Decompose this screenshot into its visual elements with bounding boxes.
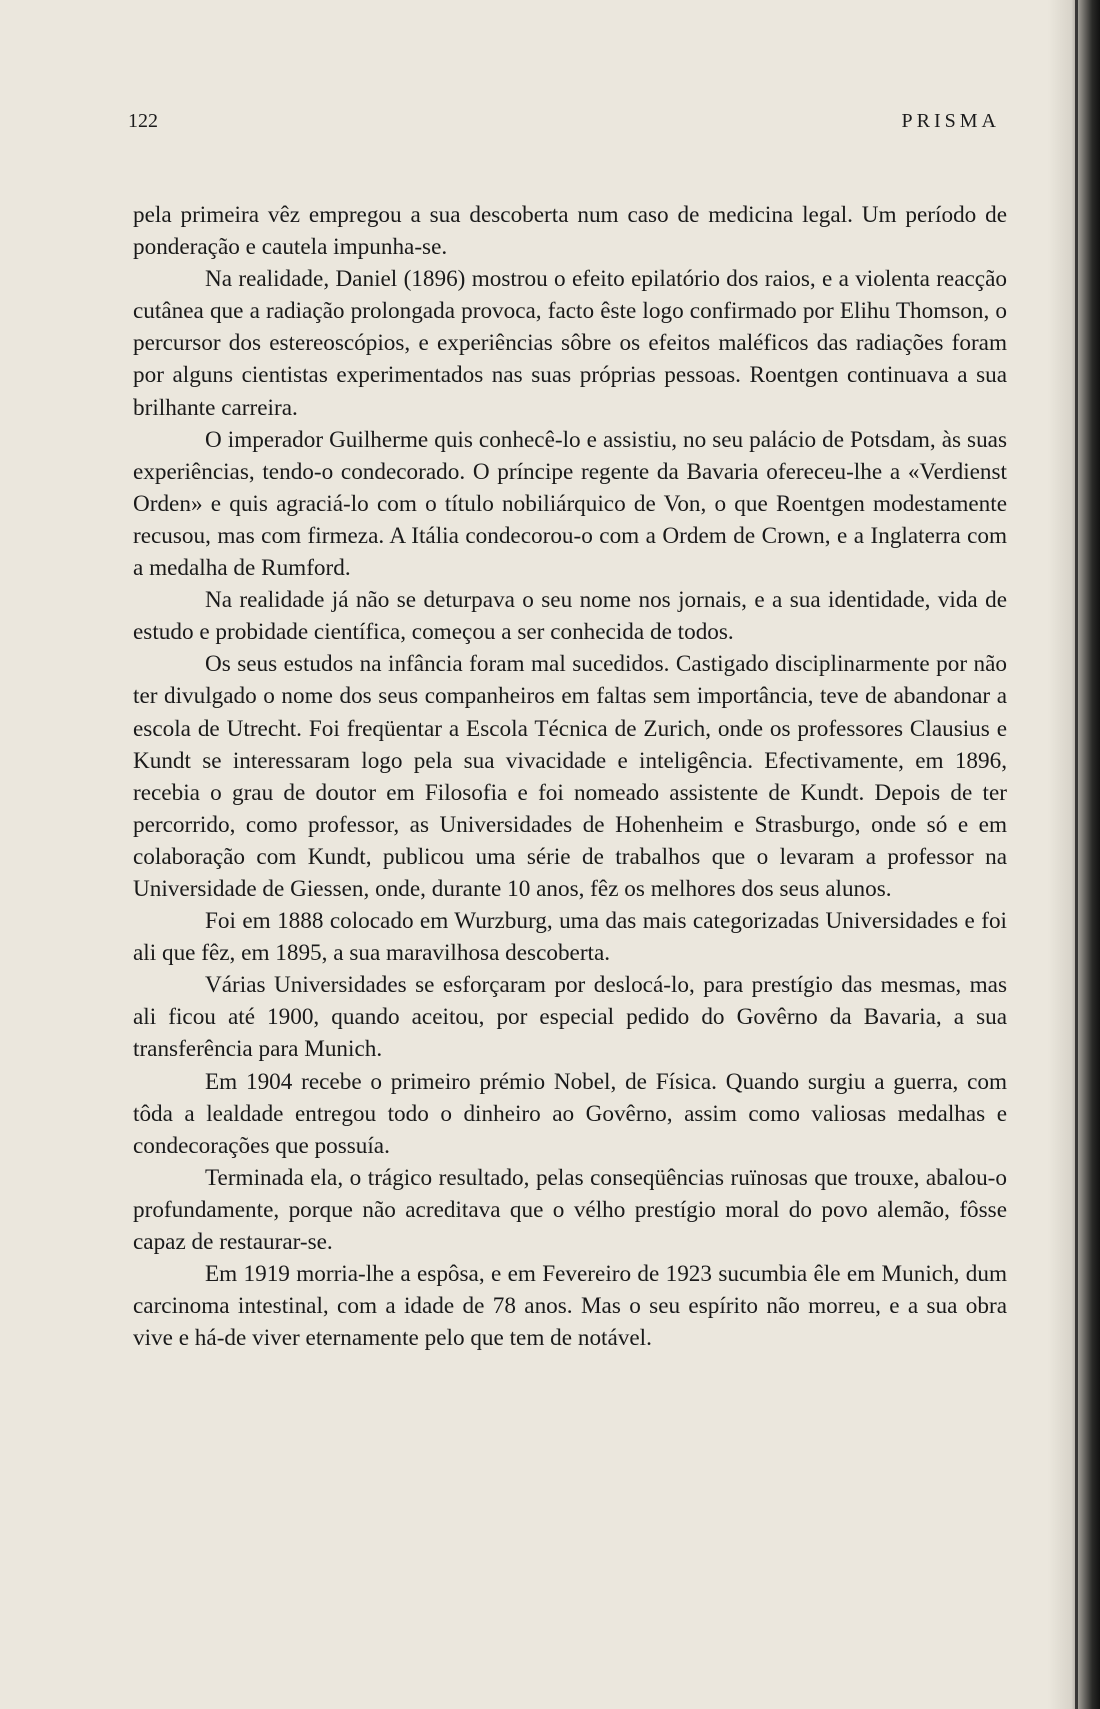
page-number: 122	[128, 110, 158, 132]
paragraph: Na realidade, Daniel (1896) mostrou o efeito epilatório dos raios, e a violenta reacção cutânea que a radiação prolongada provoca, facto êste logo confirmado por Elihu Thomson, o percursor dos estereoscópios, e experiências sôbre os efeitos maléficos das radiações foram por alguns cientistas experimentados nas suas próprias pessoas. Roentgen continuava a sua brilhante carreira.	[133, 266, 1007, 421]
body-text	[133, 199, 1007, 1354]
page-binding-edge	[1075, 0, 1078, 1709]
running-title: PRISMA	[901, 110, 1000, 132]
paragraph: Em 1919 morria-lhe a espôsa, e em Fevereiro de 1923 sucumbia êle em Munich, dum carcinoma intestinal, com a idade de 78 anos. Mas o seu espírito não morreu, e a sua obra vive e há-de viver eternamente pelo que tem de notável.	[133, 1261, 1007, 1352]
paragraph: Terminada ela, o trágico resultado, pelas conseqüências ruïnosas que trouxe, abalou-o profundamente, porque não acreditava que o vélho prestígio moral do povo alemão, fôsse capaz de restaurar-se.	[133, 1164, 1007, 1255]
paragraph: Em 1904 recebe o primeiro prémio Nobel, de Física. Quando surgiu a guerra, com tôda a lealdade entregou todo o dinheiro ao Govêrno, assim como valiosas medalhas e condecorações que possuía.	[133, 1068, 1007, 1159]
page-header	[128, 110, 1000, 140]
page-binding-shadow	[1048, 0, 1100, 1709]
paragraph-continued: pela primeira vêz empregou a sua descoberta num caso de medicina legal. Um período de ponderação e cautela impunha-se.	[133, 202, 1007, 261]
paragraph: O imperador Guilherme quis conhecê-lo e assistiu, no seu palácio de Potsdam, às suas experiências, tendo-o condecorado. O príncipe regente da Bavaria ofereceu-lhe a «Verdienst Orden» e quis agraciá-lo com o título nobiliárquico de Von, o que Roentgen modestamente recusou, mas com firmeza. A Itália condecorou-o com a Ordem de Crown, e a Inglaterra com a medalha de Rumford.	[133, 426, 1007, 582]
paragraph: Na realidade já não se deturpava o seu nome nos jornais, e a sua identidade, vida de estudo e probidade científica, começou a ser conhecida de todos.	[133, 587, 1007, 646]
paragraph: Os seus estudos na infância foram mal sucedidos. Castigado disciplinarmente por não ter divulgado o nome dos seus companheiros em faltas sem importância, teve de abandonar a escola de Utrecht. Foi freqüentar a Escola Técnica de Zurich, onde os professores Clausius e Kundt se interessaram logo pela sua vivacidade e inteligência. Efectivamente, em 1896, recebia o grau de doutor em Filosofia e foi nomeado assistente de Kundt. Depois de ter percorrido, como professor, as Universidades de Hohenheim e Strasburgo, onde só e em colaboração com Kundt, publicou uma série de trabalhos que o levaram a professor na Universidade de Giessen, onde, durante 10 anos, fêz os melhores dos seus alunos.	[133, 651, 1007, 902]
paragraph: Várias Universidades se esforçaram por deslocá-lo, para prestígio das mesmas, mas ali ficou até 1900, quando aceitou, por especial pedido do Govêrno da Bavaria, a sua transferência para Munich.	[133, 972, 1007, 1063]
paragraph: Foi em 1888 colocado em Wurzburg, uma das mais categorizadas Universidades e foi ali que fêz, em 1895, a sua maravilhosa descoberta.	[133, 908, 1007, 967]
